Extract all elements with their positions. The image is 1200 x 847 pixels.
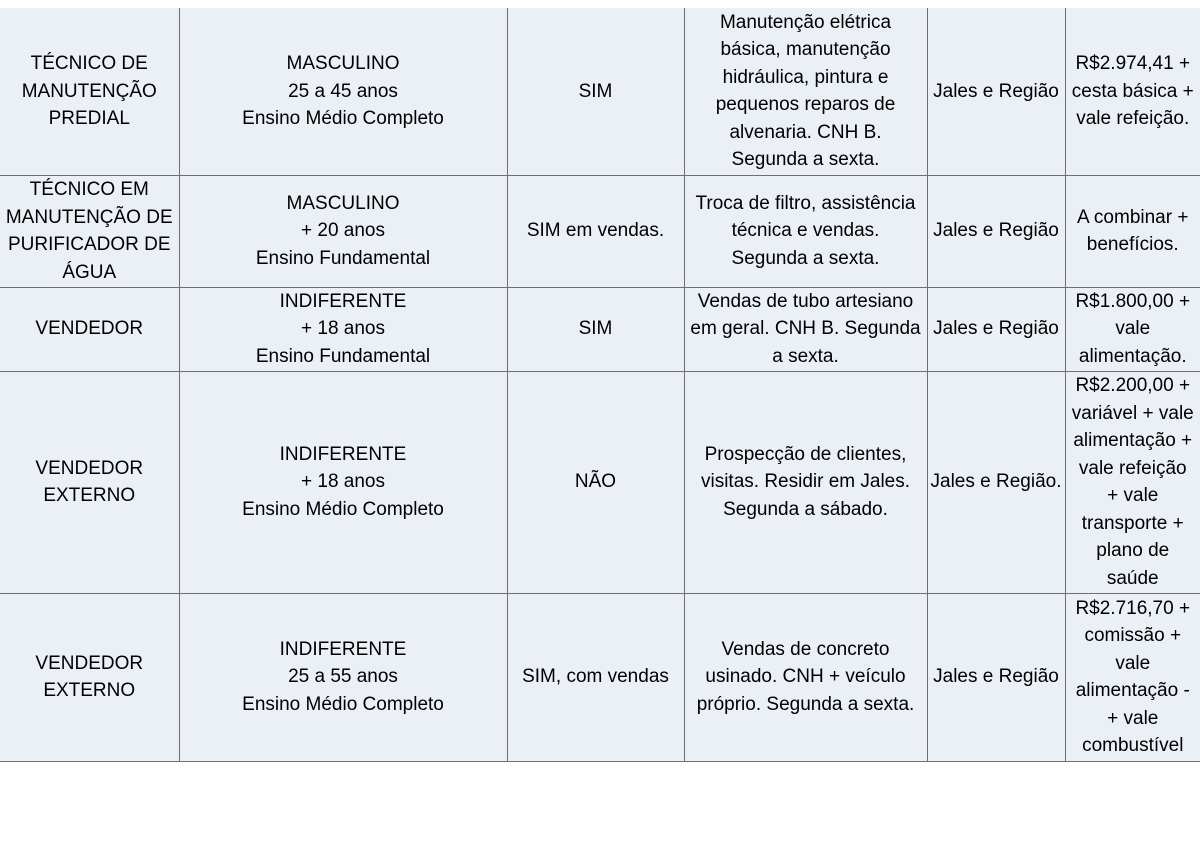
job-openings-table <box>0 8 1200 762</box>
location-cell: Jales e Região <box>927 175 1065 287</box>
activities-cell: Vendas de concreto usinado. CNH + veículo próprio. Segunda a sexta. <box>684 593 927 761</box>
location-cell: Jales e Região <box>927 8 1065 175</box>
job-title-cell: VENDEDOR EXTERNO <box>0 593 179 761</box>
table-row <box>0 287 1200 371</box>
salary-cell: R$2.200,00 + variável + vale alimentação + vale refeição + vale transporte + plano de saúde <box>1065 371 1200 593</box>
profile-cell: INDIFERENTE 25 a 55 anos Ensino Médio Completo <box>179 593 507 761</box>
activities-cell: Prospecção de clientes, visitas. Residir em Jales. Segunda a sábado. <box>684 371 927 593</box>
salary-cell: A combinar + benefícios. <box>1065 175 1200 287</box>
job-title-cell: VENDEDOR <box>0 287 179 371</box>
table-row <box>0 371 1200 593</box>
table-row <box>0 175 1200 287</box>
profile-cell: INDIFERENTE + 18 anos Ensino Fundamental <box>179 287 507 371</box>
location-cell: Jales e Região <box>927 287 1065 371</box>
job-title-cell: VENDEDOR EXTERNO <box>0 371 179 593</box>
profile-cell: MASCULINO + 20 anos Ensino Fundamental <box>179 175 507 287</box>
location-cell: Jales e Região <box>927 593 1065 761</box>
profile-cell: INDIFERENTE + 18 anos Ensino Médio Completo <box>179 371 507 593</box>
activities-cell: Troca de filtro, assistência técnica e vendas. Segunda a sexta. <box>684 175 927 287</box>
activities-cell: Vendas de tubo artesiano em geral. CNH B. Segunda a sexta. <box>684 287 927 371</box>
experience-cell: NÃO <box>507 371 684 593</box>
experience-cell: SIM, com vendas <box>507 593 684 761</box>
profile-cell: MASCULINO 25 a 45 anos Ensino Médio Completo <box>179 8 507 175</box>
salary-cell: R$2.974,41 + cesta básica + vale refeição. <box>1065 8 1200 175</box>
job-title-cell: TÉCNICO EM MANUTENÇÃO DE PURIFICADOR DE ÁGUA <box>0 175 179 287</box>
activities-cell: Manutenção elétrica básica, manutenção hidráulica, pintura e pequenos reparos de alvenaria. CNH B. Segunda a sexta. <box>684 8 927 175</box>
experience-cell: SIM <box>507 287 684 371</box>
experience-cell: SIM em vendas. <box>507 175 684 287</box>
salary-cell: R$1.800,00 + vale alimentação. <box>1065 287 1200 371</box>
table-row <box>0 593 1200 761</box>
table-row <box>0 8 1200 175</box>
job-title-cell: TÉCNICO DE MANUTENÇÃO PREDIAL <box>0 8 179 175</box>
experience-cell: SIM <box>507 8 684 175</box>
salary-cell: R$2.716,70 + comissão + vale alimentação - + vale combustível <box>1065 593 1200 761</box>
location-cell: Jales e Região. <box>927 371 1065 593</box>
